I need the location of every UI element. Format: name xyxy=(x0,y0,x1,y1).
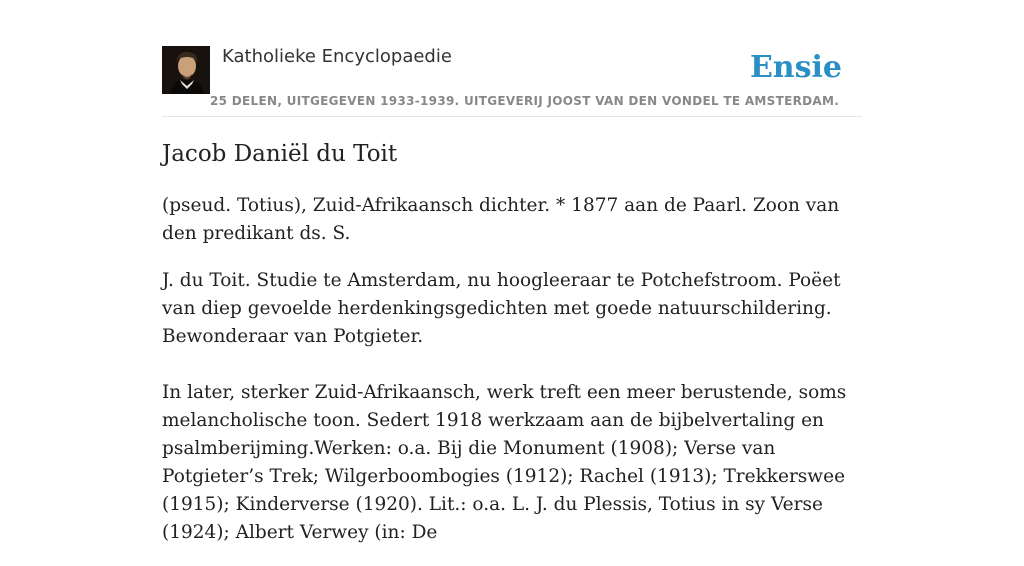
source-header xyxy=(162,44,862,117)
portrait-avatar[interactable] xyxy=(162,46,210,94)
entry-title: Jacob Daniël du Toit xyxy=(162,141,398,167)
entry-paragraph: (pseud. Totius), Zuid-Afrikaansch dichter. * 1877 aan de Paarl. Zoon van den predikant ds. S. xyxy=(162,195,840,244)
entry-paragraph: In later, sterker Zuid-Afrikaansch, werk treft een meer berustende, soms melancholische toon. Sedert 1918 werkzaam aan de bijbelvertaling en psalmberijming.Werken: o.a. Bij die Monument (1908); Verse van Potgieter’s Trek; Wilgerboombogies (1912); Rachel (1913); Trekkerswee (1915); Kinderverse (1920). Lit.: o.a. L. J. du Plessis, Totius in sy Verse (1924); Albert Verwey (in: De xyxy=(162,382,847,543)
entry-paragraph: J. du Toit. Studie te Amsterdam, nu hoogleeraar te Potchefstroom. Poëet van diep gevoelde herdenkingsgedichten met goede natuurschildering. Bewonderaar van Potgieter. xyxy=(162,270,841,347)
source-title[interactable]: Katholieke Encyclopaedie xyxy=(222,46,452,67)
brand-logo-link[interactable]: Ensie xyxy=(749,50,842,85)
portrait-icon xyxy=(162,46,210,94)
entry-content xyxy=(162,138,866,566)
source-subtitle: 25 DELEN, UITGEGEVEN 1933-1939. UITGEVERIJ JOOST VAN DEN VONDEL TE AMSTERDAM. xyxy=(210,94,840,108)
